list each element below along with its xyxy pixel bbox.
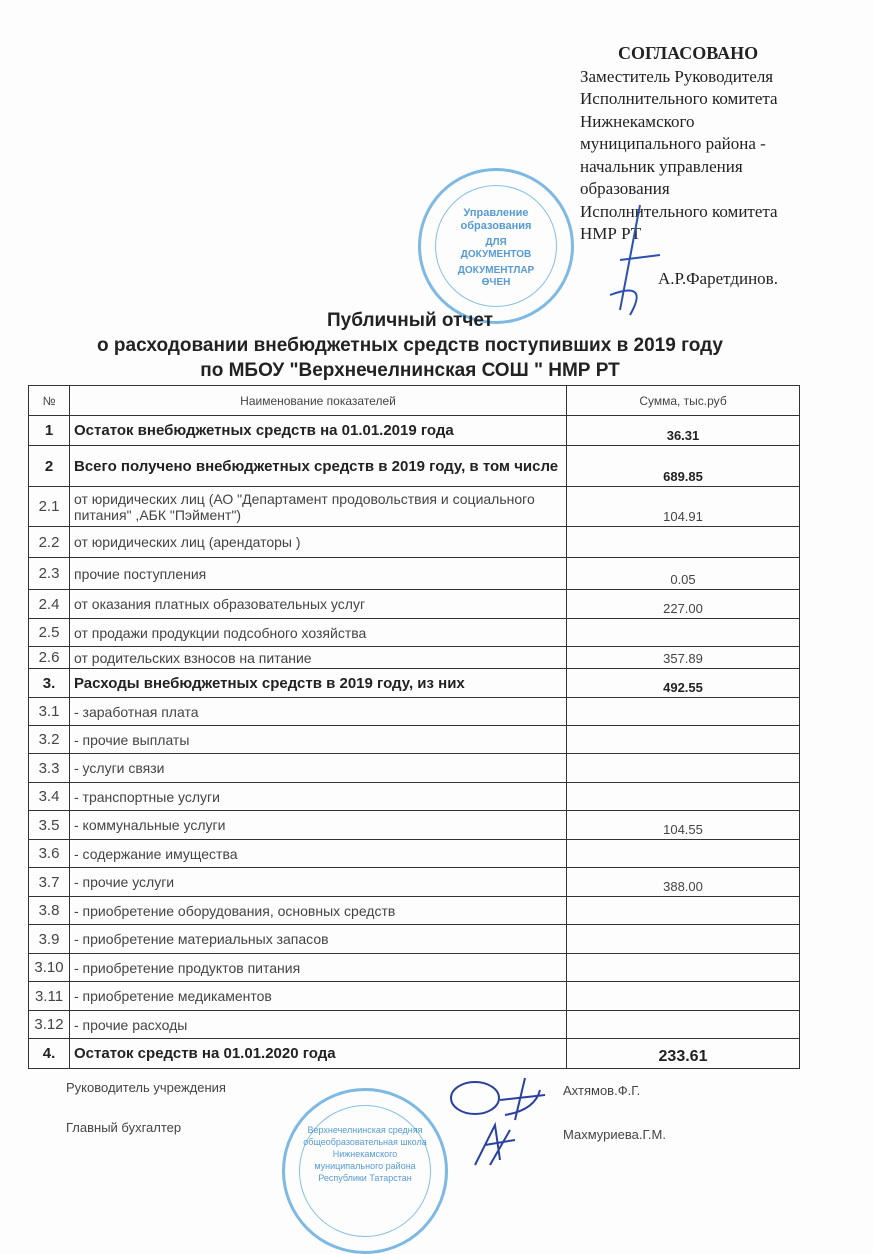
row-name: - заработная плата <box>70 698 567 726</box>
table-row <box>29 954 800 982</box>
row-sum <box>567 698 800 726</box>
row-sum <box>567 619 800 647</box>
row-sum <box>567 840 800 868</box>
table-row <box>29 726 800 754</box>
row-name: - услуги связи <box>70 754 567 783</box>
col-name: Наименование показателей <box>70 386 567 416</box>
table-row <box>29 446 800 487</box>
row-number: 3.8 <box>29 897 70 925</box>
table-row <box>29 982 800 1011</box>
row-number: 2.3 <box>29 558 70 590</box>
row-name: - содержание имущества <box>70 840 567 868</box>
row-name: - приобретение оборудования, основных средств <box>70 897 567 925</box>
row-name: от юридических лиц (арендаторы ) <box>70 527 567 558</box>
approval-line: Исполнительного комитета <box>580 89 778 108</box>
table-row <box>29 897 800 925</box>
row-sum <box>567 527 800 558</box>
row-number: 3.7 <box>29 868 70 897</box>
row-number: 3.4 <box>29 783 70 811</box>
row-name: - прочие услуги <box>70 868 567 897</box>
row-name: - приобретение материальных запасов <box>70 925 567 954</box>
row-name: Всего получено внебюджетных средств в 2019 году, в том числе <box>70 446 567 487</box>
row-sum: 388.00 <box>567 868 800 897</box>
row-number: 3.1 <box>29 698 70 726</box>
row-number: 3.10 <box>29 954 70 982</box>
head-label: Руководитель учреждения <box>66 1080 226 1095</box>
row-sum <box>567 1011 800 1039</box>
row-sum <box>567 726 800 754</box>
row-number: 2 <box>29 446 70 487</box>
row-name: Остаток средств на 01.01.2020 года <box>70 1039 567 1069</box>
row-sum <box>567 982 800 1011</box>
table-row <box>29 811 800 840</box>
row-sum <box>567 925 800 954</box>
head-name: Ахтямов.Ф.Г. <box>563 1083 641 1098</box>
row-name: прочие поступления <box>70 558 567 590</box>
table-row <box>29 698 800 726</box>
table-row <box>29 925 800 954</box>
table-row <box>29 527 800 558</box>
row-sum <box>567 897 800 925</box>
approval-signature <box>590 200 680 320</box>
row-sum: 36.31 <box>567 416 800 446</box>
row-number: 3.6 <box>29 840 70 868</box>
row-name: от продажи продукции подсобного хозяйства <box>70 619 567 647</box>
row-sum <box>567 783 800 811</box>
approval-line: Нижнекамского <box>580 111 695 131</box>
col-sum: Сумма, тыс.руб <box>567 386 800 416</box>
approval-stamp: Управление образования ДЛЯ ДОКУМЕНТОВ ДОКУМЕНТЛАР ӨЧЕН <box>418 168 574 324</box>
approval-line: Исполнительного комитета <box>580 201 778 221</box>
row-sum: 492.55 <box>567 669 800 698</box>
approval-line: образования <box>580 179 670 198</box>
accountant-name: Махмуриева.Г.М. <box>563 1127 666 1142</box>
accountant-label: Главный бухгалтер <box>66 1120 182 1135</box>
row-sum: 233.61 <box>567 1039 800 1069</box>
table-row <box>29 619 800 647</box>
row-number: 3. <box>29 669 70 698</box>
row-name: от родительских взносов на питание <box>70 647 567 669</box>
table-row <box>29 416 800 446</box>
col-number: № <box>29 386 70 416</box>
row-number: 3.2 <box>29 726 70 754</box>
page-title: Публичный отчет о расходовании внебюджетных средств поступивших в 2019 году по МБОУ "Верхнечелнинская СОШ " НМР РТ <box>97 310 723 381</box>
row-number: 3.12 <box>29 1011 70 1039</box>
row-sum <box>567 954 800 982</box>
table-row <box>29 754 800 783</box>
row-number: 2.2 <box>29 527 70 558</box>
row-sum: 0.05 <box>567 558 800 590</box>
row-number: 2.5 <box>29 619 70 647</box>
approval-line: Заместитель Руководителя <box>580 66 774 86</box>
row-number: 4. <box>29 1039 70 1069</box>
row-name: от юридических лиц (АО "Департамент продовольствия и социального питания" ,АБК "Пэймент") <box>70 487 567 527</box>
approval-line: начальник управления <box>580 156 743 176</box>
row-name: - приобретение продуктов питания <box>70 954 567 982</box>
table-row <box>29 558 800 590</box>
row-name: - прочие расходы <box>70 1011 567 1039</box>
school-stamp: Верхнечелнинская средняя общеобразовательная школа Нижнекамского муниципального района Республики Татарстан <box>282 1088 448 1254</box>
table-row <box>29 840 800 868</box>
row-sum: 104.55 <box>567 811 800 840</box>
row-number: 1 <box>29 416 70 446</box>
row-number: 3.5 <box>29 811 70 840</box>
table-row <box>29 487 800 527</box>
table-row <box>29 669 800 698</box>
row-number: 3.3 <box>29 754 70 783</box>
row-number: 3.9 <box>29 925 70 954</box>
table-row <box>29 783 800 811</box>
row-number: 2.6 <box>29 647 70 669</box>
row-name: Расходы внебюджетных средств в 2019 году, из них <box>70 669 567 698</box>
row-name: - коммунальные услуги <box>70 811 567 840</box>
row-name: - прочие выплаты <box>70 726 567 754</box>
report-table <box>28 385 800 1069</box>
approval-signatory: А.Р.Фаретдинов. <box>658 268 778 288</box>
row-sum <box>567 754 800 783</box>
table-row <box>29 590 800 619</box>
row-sum: 357.89 <box>567 647 800 669</box>
row-name: - транспортные услуги <box>70 783 567 811</box>
row-number: 3.11 <box>29 982 70 1011</box>
row-number: 2.1 <box>29 487 70 527</box>
table-row <box>29 1039 800 1069</box>
head-signature <box>445 1070 555 1125</box>
table-row <box>29 1011 800 1039</box>
row-name: - приобретение медикаментов <box>70 982 567 1011</box>
row-sum: 689.85 <box>567 446 800 487</box>
table-row <box>29 868 800 897</box>
approval-heading: СОГЛАСОВАНО <box>618 43 759 63</box>
row-name: Остаток внебюджетных средств на 01.01.2019 года <box>70 416 567 446</box>
table-header <box>29 386 800 416</box>
accountant-signature <box>465 1120 525 1170</box>
approval-line: НМР РТ <box>580 224 642 243</box>
approval-line: муниципального района - <box>580 134 766 153</box>
row-name: от оказания платных образовательных услуг <box>70 590 567 619</box>
row-sum: 227.00 <box>567 590 800 619</box>
row-sum: 104.91 <box>567 487 800 527</box>
row-number: 2.4 <box>29 590 70 619</box>
table-row <box>29 647 800 669</box>
